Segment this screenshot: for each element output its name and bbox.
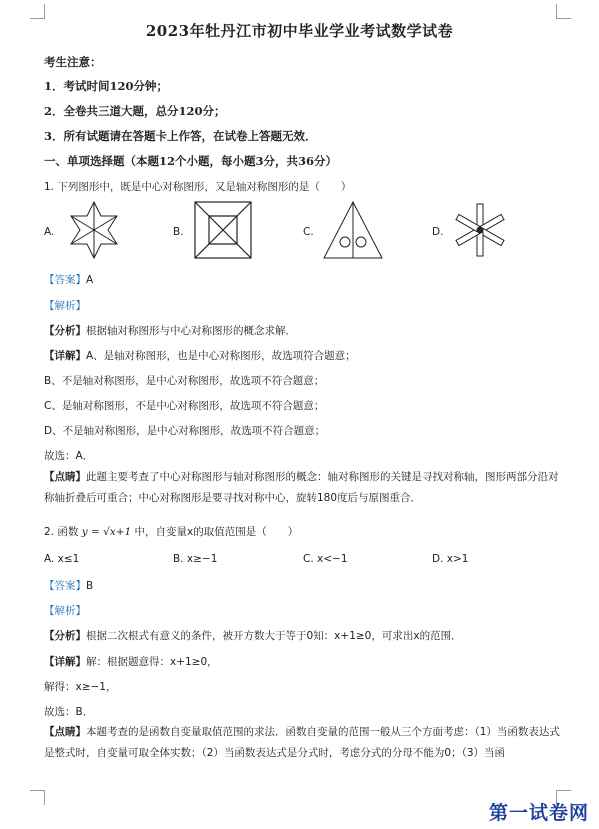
q2-stem-pre: 2. 函数: [44, 526, 79, 538]
q1-xiangjie-tag: 【详解】: [44, 350, 86, 362]
q1-answer: A: [86, 274, 94, 286]
q2-xiangjie: 解：根据题意得：x+1≥0，: [86, 656, 218, 668]
q1-fenxi: 根据轴对称图形与中心对称图形的概念求解．: [86, 325, 296, 337]
q1-line-d: D、不是轴对称图形，是中心对称图形，故选项不符合题意；: [44, 425, 326, 437]
notice-item-2: 2．全卷共三道大题，总分120分；: [44, 104, 226, 118]
q2-stem-post: 中，自变量x的取值范围是（ ）: [134, 526, 299, 538]
crop-mark-top-left: [30, 4, 45, 19]
notice-item-1: 1．考试时间120分钟；: [44, 79, 169, 93]
windmill-blades-icon: [452, 202, 508, 258]
q2-option-d: D. x>1: [432, 553, 469, 565]
q2-dianjing: 本题考查的是函数自变量取值范围的求法．函数自变量的范围一般从三个方面考虑：（1）当函数表达式是整式时，自变量可取全体实数；（2）当函数表达式是分式时，考虑分式的分母不能为0；（3）当函: [44, 726, 560, 759]
section-heading: 一、单项选择题（本题12个小题，每小题3分，共36分）: [44, 154, 338, 168]
crop-mark-top-right: [556, 4, 571, 19]
q2-choose: 故选：B．: [44, 706, 94, 718]
q1-fenxi-tag: 【分析】: [44, 325, 86, 337]
q1-line-b: B、不是轴对称图形，是中心对称图形，故选项不符合题意；: [44, 375, 325, 387]
q2-option-b: B. x≥−1: [173, 553, 218, 565]
q2-option-c: C. x<−1: [303, 553, 348, 565]
q2-answer-tag: 【答案】: [44, 580, 86, 592]
q2-formula: y = √x+1: [81, 526, 132, 538]
q2-analysis-tag: 【解析】: [44, 605, 86, 617]
triangle-circles-icon: [322, 200, 384, 260]
q1-line-c: C、是轴对称图形，不是中心对称图形，故选项不符合题意；: [44, 400, 325, 412]
q1-xiangjie-a: A、是轴对称图形，也是中心对称图形，故选项符合题意；: [86, 350, 356, 362]
q1-option-b-label: B.: [173, 226, 184, 238]
q2-dianjing-tag: 【点睛】: [44, 726, 86, 738]
crop-mark-bottom-left: [30, 790, 45, 805]
q1-answer-tag: 【答案】: [44, 274, 86, 286]
pinwheel-square-icon: [193, 200, 253, 260]
q2-jiede: 解得：x≥−1，: [44, 681, 117, 693]
q1-stem: 1. 下列图形中，既是中心对称图形，又是轴对称图形的是（ ）: [44, 181, 352, 193]
q2-fenxi-tag: 【分析】: [44, 630, 86, 642]
q2-fenxi: 根据二次根式有意义的条件，被开方数大于等于0知：x+1≥0，可求出x的范围．: [86, 630, 462, 642]
q2-answer: B: [86, 580, 94, 592]
q1-dianjing: 此题主要考查了中心对称图形与轴对称图形的概念：轴对称图形的关键是寻找对称轴，图形两部分沿对称轴折叠后可重合；中心对称图形是要寻找对称中心，旋转180度后与原图重合．: [44, 471, 559, 504]
site-watermark: 第一试卷网: [488, 802, 589, 824]
q1-analysis-tag: 【解析】: [44, 300, 86, 312]
q1-dianjing-tag: 【点睛】: [44, 471, 86, 483]
q1-option-c-label: C.: [303, 226, 314, 238]
q1-option-d-label: D.: [432, 226, 444, 238]
q2-xiangjie-tag: 【详解】: [44, 656, 86, 668]
notice-item-3: 3．所有试题请在答题卡上作答，在试卷上答题无效．: [44, 129, 317, 143]
q1-choose: 故选：A．: [44, 450, 94, 462]
notice-heading: 考生注意：: [44, 55, 102, 69]
page-title: 2023年牡丹江市初中毕业学业考试数学试卷: [145, 22, 454, 40]
q2-option-a: A. x≤1: [44, 553, 80, 565]
q1-option-a-label: A.: [44, 226, 55, 238]
star-shape-icon: [62, 200, 126, 260]
